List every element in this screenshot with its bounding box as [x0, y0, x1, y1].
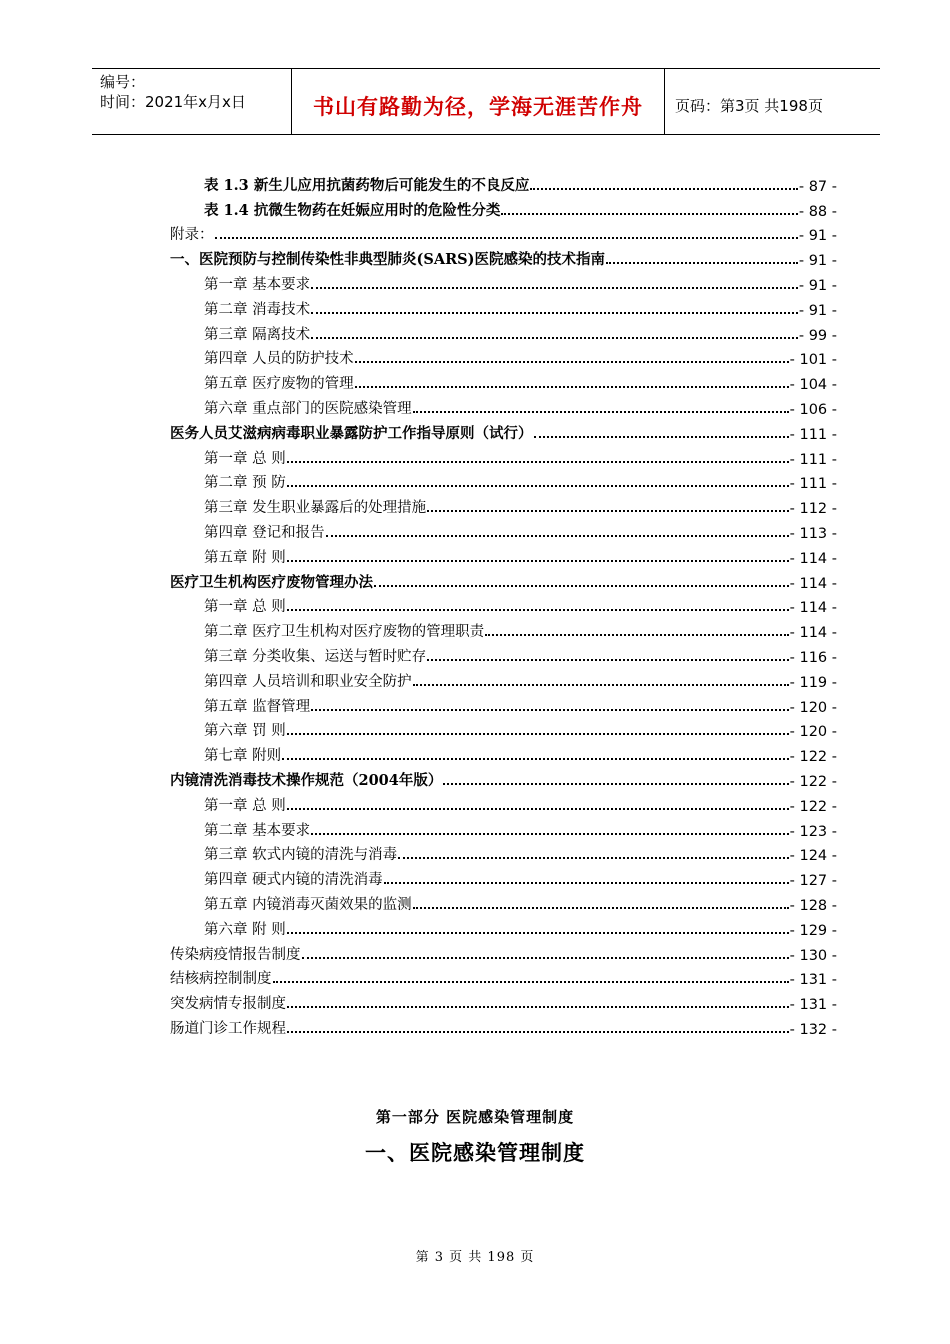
toc-entry[interactable] — [170, 964, 837, 989]
toc-dot-leader — [413, 411, 789, 413]
toc-dot-leader — [282, 758, 789, 760]
toc-dot-leader — [311, 709, 789, 711]
toc-entry-title: 附录： — [170, 227, 214, 244]
toc-entry-title: 第一章 总 则 — [204, 599, 286, 616]
toc-dot-leader — [485, 634, 789, 636]
toc-entry[interactable] — [170, 666, 837, 691]
toc-dot-leader — [443, 783, 788, 785]
toc-entry-page: - 132 - — [789, 1021, 837, 1038]
toc-entry[interactable] — [170, 294, 837, 319]
toc-entry-page: - 122 - — [789, 798, 837, 815]
toc-entry-title: 第七章 附则 — [204, 748, 282, 765]
toc-entry-page: - 112 - — [789, 501, 837, 518]
section-title: 一、医院感染管理制度 — [365, 1140, 585, 1165]
toc-entry[interactable] — [170, 790, 837, 815]
toc-entry-page: - 113 - — [789, 525, 837, 542]
toc-entry[interactable] — [170, 542, 837, 567]
toc-dot-leader — [413, 907, 789, 909]
toc-dot-leader — [326, 535, 789, 537]
toc-entry-title: 第五章 内镜消毒灭菌效果的监测 — [204, 896, 412, 913]
toc-dot-leader — [398, 857, 789, 859]
toc-entry-title: 一、医院预防与控制传染性非典型肺炎(SARS)医院感染的技术指南 — [170, 251, 605, 269]
toc-dot-leader — [287, 485, 789, 487]
toc-dot-leader — [287, 932, 789, 934]
toc-dot-leader — [311, 312, 798, 314]
toc-dot-leader — [311, 287, 798, 289]
toc-entry-page: - 119 - — [789, 674, 837, 691]
toc-dot-leader — [302, 957, 789, 959]
page-footer: 第 3 页 共 198 页 — [415, 1250, 535, 1265]
toc-entry[interactable] — [170, 368, 837, 393]
toc-entry-page: - 120 - — [789, 699, 837, 716]
toc-entry-page: - 91 - — [798, 228, 837, 245]
toc-dot-leader — [606, 262, 798, 264]
toc-entry[interactable] — [170, 418, 837, 443]
toc-entry-page: - 88 - — [798, 203, 837, 220]
toc-entry[interactable] — [170, 1013, 837, 1038]
toc-entry-title: 结核病控制制度 — [170, 971, 272, 988]
toc-entry-title: 医务人员艾滋病病毒职业暴露防护工作指导原则（试行） — [170, 424, 533, 442]
toc-entry-title: 第二章 消毒技术 — [204, 301, 311, 318]
toc-dot-leader — [534, 436, 789, 438]
toc-entry[interactable] — [170, 716, 837, 741]
toc-entry[interactable] — [170, 840, 837, 865]
toc-entry-title: 第六章 重点部门的医院感染管理 — [204, 400, 412, 417]
toc-dot-leader — [287, 733, 789, 735]
toc-entry-page: - 111 - — [789, 426, 837, 443]
toc-entry[interactable] — [170, 616, 837, 641]
toc-dot-leader — [287, 1006, 789, 1008]
toc-entry-page: - 99 - — [798, 327, 837, 344]
document-time-label: 时间：2021年x月x日 — [100, 93, 246, 111]
toc-entry-title: 第四章 登记和报告 — [204, 524, 325, 541]
toc-entry-title: 第四章 人员的防护技术 — [204, 351, 354, 368]
toc-dot-leader — [501, 213, 798, 215]
toc-entry[interactable] — [170, 517, 837, 542]
toc-entry-page: - 91 - — [798, 302, 837, 319]
toc-entry-title: 突发病情专报制度 — [170, 996, 286, 1013]
table-of-contents — [170, 170, 837, 1038]
toc-entry-page: - 106 - — [789, 401, 837, 418]
page-header — [92, 68, 880, 135]
toc-entry[interactable] — [170, 220, 837, 245]
toc-entry-page: - 114 - — [789, 550, 837, 567]
toc-entry[interactable] — [170, 492, 837, 517]
toc-entry-page: - 114 - — [789, 600, 837, 617]
toc-dot-leader — [215, 237, 798, 239]
toc-entry-page: - 111 - — [789, 476, 837, 493]
toc-entry-title: 医疗卫生机构医疗废物管理办法 — [170, 573, 373, 591]
toc-entry-page: - 116 - — [789, 649, 837, 666]
toc-dot-leader — [311, 833, 789, 835]
toc-entry-title: 第六章 附 则 — [204, 921, 286, 938]
toc-entry[interactable] — [170, 592, 837, 617]
toc-entry[interactable] — [170, 765, 837, 790]
toc-entry-title: 第三章 软式内镜的清洗与消毒 — [204, 847, 398, 864]
toc-entry-title: 第三章 隔离技术 — [204, 326, 311, 343]
toc-entry-title: 第一章 总 则 — [204, 797, 286, 814]
toc-entry[interactable] — [170, 864, 837, 889]
toc-dot-leader — [384, 882, 789, 884]
header-page-label: 页码：第3页 共198页 — [675, 97, 823, 115]
toc-dot-leader — [287, 461, 789, 463]
part-title: 第一部分 医院感染管理制度 — [375, 1108, 575, 1126]
toc-entry[interactable] — [170, 641, 837, 666]
toc-entry-page: - 131 - — [789, 997, 837, 1014]
toc-entry[interactable] — [170, 914, 837, 939]
toc-entry-title: 内镜清洗消毒技术操作规范（2004年版） — [170, 771, 443, 789]
toc-entry-title: 第四章 人员培训和职业安全防护 — [204, 673, 412, 690]
header-info-cell — [92, 69, 292, 134]
toc-entry-page: - 123 - — [789, 823, 837, 840]
toc-entry[interactable] — [170, 939, 837, 964]
toc-entry-page: - 114 - — [789, 625, 837, 642]
toc-dot-leader — [530, 188, 798, 190]
toc-entry-page: - 114 - — [789, 575, 837, 592]
toc-entry-page: - 131 - — [789, 972, 837, 989]
toc-entry[interactable] — [170, 319, 837, 344]
toc-entry-title: 第一章 基本要求 — [204, 276, 311, 293]
toc-entry-page: - 104 - — [789, 377, 837, 394]
toc-entry-page: - 91 - — [798, 277, 837, 294]
toc-entry-page: - 101 - — [789, 352, 837, 369]
toc-entry[interactable] — [170, 567, 837, 592]
toc-entry-page: - 127 - — [789, 873, 837, 890]
toc-entry-title: 第五章 医疗废物的管理 — [204, 376, 354, 393]
toc-entry-title: 第二章 基本要求 — [204, 822, 311, 839]
toc-entry-page: - 91 - — [798, 253, 837, 270]
toc-entry-page: - 87 - — [798, 178, 837, 195]
toc-entry-title: 表 1.4 抗微生物药在妊娠应用时的危险性分类 — [204, 201, 501, 219]
toc-dot-leader — [311, 337, 798, 339]
toc-dot-leader — [427, 659, 789, 661]
toc-dot-leader — [413, 684, 789, 686]
toc-entry-title: 肠道门诊工作规程 — [170, 1020, 286, 1037]
toc-entry[interactable] — [170, 443, 837, 468]
toc-entry-page: - 130 - — [789, 947, 837, 964]
document-number-label: 编号： — [100, 73, 146, 91]
toc-dot-leader — [355, 361, 789, 363]
toc-dot-leader — [287, 808, 789, 810]
toc-dot-leader — [427, 510, 789, 512]
toc-entry[interactable] — [170, 244, 837, 269]
toc-entry-page: - 111 - — [789, 451, 837, 468]
toc-entry[interactable] — [170, 988, 837, 1013]
toc-entry[interactable] — [170, 740, 837, 765]
toc-dot-leader — [287, 560, 789, 562]
toc-entry-title: 第一章 总 则 — [204, 450, 286, 467]
toc-entry[interactable] — [170, 815, 837, 840]
toc-entry-page: - 122 - — [789, 749, 837, 766]
toc-dot-leader — [374, 585, 789, 587]
toc-entry[interactable] — [170, 691, 837, 716]
toc-entry-title: 第三章 发生职业暴露后的处理措施 — [204, 500, 427, 517]
header-slogan: 书山有路勤为径，学海无涯苦作舟 — [292, 69, 665, 134]
toc-entry-title: 第二章 预 防 — [204, 475, 286, 492]
toc-entry-title: 第五章 附 则 — [204, 549, 286, 566]
toc-entry[interactable] — [170, 195, 837, 220]
toc-entry[interactable] — [170, 393, 837, 418]
toc-entry[interactable] — [170, 468, 837, 493]
toc-entry[interactable] — [170, 889, 837, 914]
toc-entry[interactable] — [170, 170, 837, 195]
toc-dot-leader — [287, 609, 789, 611]
toc-entry-page: - 128 - — [789, 897, 837, 914]
toc-entry-page: - 122 - — [789, 773, 837, 790]
toc-dot-leader — [287, 1031, 789, 1033]
toc-entry-title: 表 1.3 新生儿应用抗菌药物后可能发生的不良反应 — [204, 176, 530, 194]
toc-entry-page: - 129 - — [789, 922, 837, 939]
toc-entry-title: 传染病疫情报告制度 — [170, 946, 301, 963]
toc-entry[interactable] — [170, 344, 837, 369]
toc-entry[interactable] — [170, 269, 837, 294]
toc-entry-title: 第二章 医疗卫生机构对医疗废物的管理职责 — [204, 624, 485, 641]
toc-dot-leader — [355, 386, 789, 388]
toc-entry-title: 第三章 分类收集、运送与暂时贮存 — [204, 648, 427, 665]
toc-entry-page: - 124 - — [789, 848, 837, 865]
toc-dot-leader — [273, 981, 789, 983]
toc-entry-title: 第六章 罚 则 — [204, 723, 286, 740]
toc-entry-title: 第四章 硬式内镜的清洗消毒 — [204, 872, 383, 889]
toc-entry-title: 第五章 监督管理 — [204, 698, 311, 715]
toc-entry-page: - 120 - — [789, 724, 837, 741]
